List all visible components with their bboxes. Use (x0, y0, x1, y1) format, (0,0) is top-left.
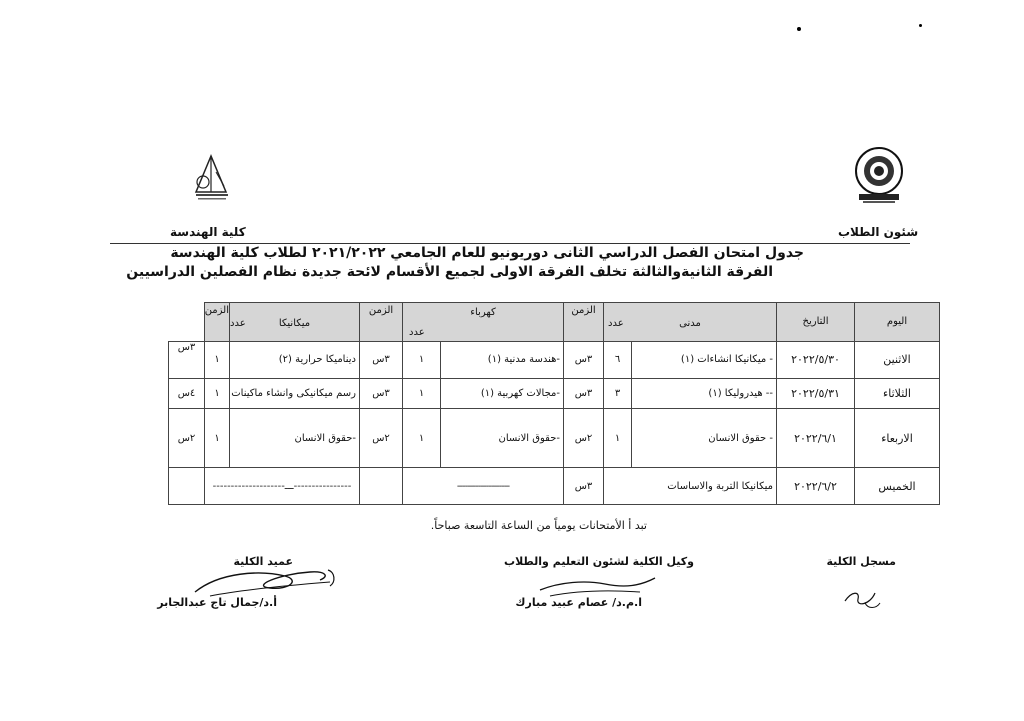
col-header-time3: الزمن (205, 303, 230, 342)
elec-time: ٣س (360, 378, 403, 409)
mech-count: ١ (205, 342, 230, 379)
elec-subject: -حقوق الانسان (441, 409, 564, 468)
schedule-subtitle: الفرقة الثانيةوالثالثة تخلف الفرقة الاولى لجميع الأقسام لائحة جديدة نظام الفصلين الدراسيين (126, 264, 773, 280)
col-header-mech-count: عدد (230, 318, 246, 329)
mech-time (169, 468, 205, 505)
mech-subject: -حقوق الانسان (230, 409, 360, 468)
day-cell: الثلاثاء (855, 378, 940, 409)
mech-subject: ----------------ـــ-------------------- (205, 468, 360, 505)
elec-subject: -مجالات كهربية (١) (441, 378, 564, 409)
civil-time: ٣س (564, 342, 604, 379)
col-header-civil-count: عدد (608, 318, 624, 329)
vice-dean-signature (530, 568, 660, 608)
col-header-civil: مدنى عدد (604, 303, 777, 342)
civil-subject: -- هيدروليكا (١) (632, 378, 777, 409)
scan-dot (919, 24, 922, 27)
dean-name: أ.د/جمال تاج عبدالجابر (157, 596, 277, 609)
exam-schedule-table (168, 302, 940, 505)
day-cell: الخميس (855, 468, 940, 505)
civil-subject: - حقوق الانسان (632, 409, 777, 468)
mech-time: ٢س (169, 409, 205, 468)
table-row (169, 468, 940, 505)
elec-count: ١ (403, 378, 441, 409)
table-row (169, 409, 940, 468)
civil-count: ٣ (604, 378, 632, 409)
table-header-row (169, 303, 940, 342)
col-header-mech: ميكانيكا عدد (230, 303, 360, 342)
civil-subject: ميكانيكا التربة والاساسات (604, 468, 777, 505)
mech-subject: ديناميكا حرارية (٢) (230, 342, 360, 379)
vice-dean-name: ا.م.د/ عصام عبيد مبارك (515, 596, 642, 609)
scan-dot (797, 27, 801, 31)
date-cell: ٢٠٢٢/٦/٢ (777, 468, 855, 505)
civil-subject: - ميكانيكا انشاءات (١) (632, 342, 777, 379)
registrar-title: مسجل الكلية (826, 555, 896, 568)
civil-time: ٣س (564, 378, 604, 409)
civil-time: ٣س (564, 468, 604, 505)
elec-time: ٣س (360, 342, 403, 379)
mech-count: ١ (205, 378, 230, 409)
day-cell: الاربعاء (855, 409, 940, 468)
student-affairs-label: شئون الطلاب (838, 225, 919, 239)
header-divider (110, 243, 910, 244)
elec-subject: -هندسة مدنية (١) (441, 342, 564, 379)
col-header-time1: الزمن (564, 303, 604, 342)
elec-time: ٢س (360, 409, 403, 468)
col-header-time2: الزمن (360, 303, 403, 342)
date-cell: ٢٠٢٢/٥/٣١ (777, 378, 855, 409)
elec-subject: -------------------- (403, 468, 564, 505)
mech-time: ٣س (169, 342, 205, 379)
table-row (169, 342, 940, 379)
elec-count: ١ (403, 409, 441, 468)
civil-time: ٢س (564, 409, 604, 468)
civil-count: ١ (604, 409, 632, 468)
dean-signature (190, 562, 350, 602)
schedule-title: جدول امتحان الفصل الدراسي الثانى دوريونيو للعام الجامعي ٢٠٢١/٢٠٢٢ لطلاب كلية الهندسة (170, 245, 804, 261)
col-header-day: اليوم (855, 303, 940, 342)
dean-title: عميد الكلية (233, 555, 293, 568)
vice-dean-title: وكيل الكلية لشئون التعليم والطلاب (504, 555, 694, 568)
mech-time: ٤س (169, 378, 205, 409)
date-cell: ٢٠٢٢/٥/٣٠ (777, 342, 855, 379)
start-time-note: تبد أ الأمتحانات يومياً من الساعة التاسعة صباحاً. (430, 519, 647, 532)
col-header-elec-count: عدد (409, 327, 425, 338)
day-cell: الاثنين (855, 342, 940, 379)
mech-count: ١ (205, 409, 230, 468)
civil-count: ٦ (604, 342, 632, 379)
col-header-elec: كهرباء عدد (403, 303, 564, 342)
table-row (169, 378, 940, 409)
col-header-date: التاريخ (777, 303, 855, 342)
college-label: كلية الهندسة (170, 225, 246, 239)
registrar-signature (840, 583, 890, 613)
elec-time (360, 468, 403, 505)
university-seal (853, 145, 905, 205)
elec-count: ١ (403, 342, 441, 379)
date-cell: ٢٠٢٢/٦/١ (777, 409, 855, 468)
faculty-logo (186, 152, 236, 202)
mech-subject: رسم ميكانيكى وانشاء ماكينات (230, 378, 360, 409)
